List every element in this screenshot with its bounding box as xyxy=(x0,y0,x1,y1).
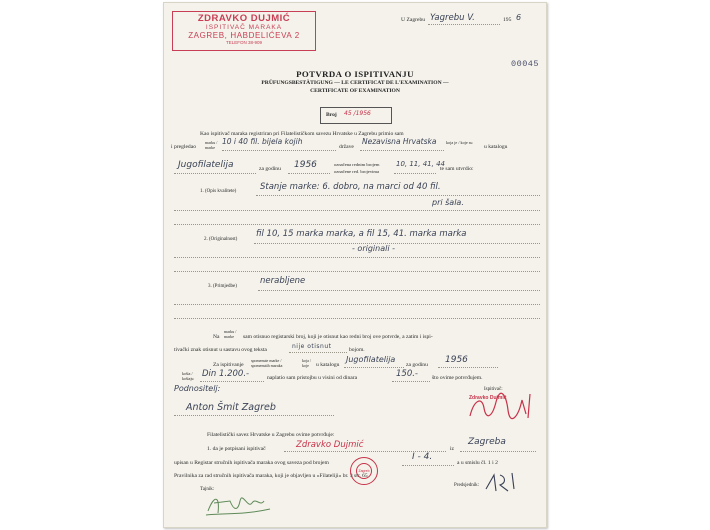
catalog-year-line xyxy=(288,173,330,174)
originality-handwritten-2: - originali - xyxy=(352,244,395,253)
originality-line-1 xyxy=(254,243,540,244)
koja-options: koja je / koje su xyxy=(446,140,473,145)
quality-line-1 xyxy=(256,195,540,196)
quality-line-3 xyxy=(174,224,540,225)
na-marke-options: marku / marke xyxy=(224,329,237,339)
register-number-line xyxy=(402,465,454,466)
examiner-text: 1. da je potpisani ispitivač xyxy=(207,446,266,452)
year-of-catalog-handwritten: 1956 xyxy=(294,160,317,170)
bojom-text: bojom. xyxy=(349,347,365,353)
za-ispitivanje-options: spomenute marke / spomenutih maraka xyxy=(251,358,283,368)
stamp-line-name: ZDRAVKO DUJMIĆ xyxy=(197,13,291,24)
stamps-handwritten: 10 i 40 fil. bijela kojih xyxy=(222,137,303,146)
originality-label: 2. (Originalnost) xyxy=(204,237,238,242)
utvrdio-text: te sam utvrdio: xyxy=(440,166,474,172)
intro-text: Kao ispitivač maraka registriran pri Filatelističkom savezu Hrvatske u Zagrebu primio sam xyxy=(200,131,404,137)
savez-confirms-text: Filatelistički savez Hrvatske u Zagrebu ovime potvrđuje: xyxy=(207,432,335,438)
year-2-handwritten: 1956 xyxy=(445,355,468,365)
document-title: POTVRDA O ISPITIVANJU xyxy=(296,69,414,79)
seal-center-text: Zagreb xyxy=(356,463,372,479)
catalog-2-line xyxy=(344,367,404,368)
tajnik-label: Tajnik: xyxy=(200,487,215,492)
quality-label: 1. (Opis kvalitete) xyxy=(200,189,237,194)
register-text: upisan u Registar stručnih ispitivača maraka ovog saveza pod brojem xyxy=(174,460,329,466)
certificate-document xyxy=(163,2,547,528)
broj-value: 45 /1956 xyxy=(344,110,371,117)
document-subtitle-1: PRÜFUNGSBESTÄTIGUNG — LE CERTIFICAT DE L'EXAMINATION — xyxy=(261,80,449,86)
za-ispitivanje-text: Za ispitivanje xyxy=(213,362,244,368)
secretary-signature xyxy=(204,489,274,519)
remarks-line-1 xyxy=(258,290,540,291)
mark-color-line xyxy=(289,352,347,353)
quality-handwritten-1: Stanje marke: 6. dobro, na marci od 40 fil. xyxy=(260,182,441,192)
remarks-line-2 xyxy=(174,304,540,305)
examiner-name-handwritten: Zdravko Dujmić xyxy=(296,440,364,450)
drzave-label: države xyxy=(339,144,354,150)
certificate-number-box xyxy=(320,107,392,124)
examiner-city-handwritten: Zagreba xyxy=(468,437,506,447)
fee-text: naplatio sam pristojbu u visini od dinara xyxy=(267,375,358,381)
mark-text: tivački znak otisnut u sastavu ovog teksta xyxy=(174,347,267,353)
savez-seal xyxy=(350,457,378,485)
examiner-address-stamp xyxy=(172,11,316,51)
stamp-line-address: ZAGREB, HABDELIĆEVA 2 xyxy=(188,31,300,40)
kosta-options: košta / koštaju xyxy=(182,371,194,381)
originality-line-3 xyxy=(174,271,540,272)
price-handwritten: Din 1.200.- xyxy=(202,369,250,379)
document-subtitle-2: CERTIFICATE OF EXAMINATION xyxy=(310,88,400,94)
serial-number: 00045 xyxy=(511,59,540,69)
podnositelj-label: Podnositelj: xyxy=(174,384,221,393)
pregledao-text: i pregledao xyxy=(171,144,197,150)
date-handwritten: Yagrebu V. xyxy=(430,13,475,23)
stamp-line-phone: TELEFON 38-909 xyxy=(225,40,262,45)
quality-handwritten-2: pri šala. xyxy=(432,198,464,207)
za-godinu-2-label: za godinu xyxy=(406,362,428,368)
stamp-line-title: ISPITIVAČ MARAKA xyxy=(205,23,283,31)
remarks-label: 3. (Primjedbe) xyxy=(208,284,237,289)
place-label: U Zagrebu xyxy=(401,17,426,23)
country-handwritten: Nezavisna Hrvatska xyxy=(362,137,437,146)
mark-color-handwritten: nije otisnut xyxy=(292,343,332,350)
fee-line xyxy=(392,381,430,382)
stamps-line xyxy=(222,150,336,151)
podnositelj-line xyxy=(174,415,334,416)
fee-handwritten: 150.- xyxy=(396,369,418,379)
country-line xyxy=(360,150,444,151)
u-katalogu-label: u katalogu xyxy=(484,144,508,150)
catalog-line xyxy=(174,173,256,174)
confirm-text: što ovime potvrđujem. xyxy=(432,375,483,381)
smislu-text: a u smislu čl. 1 i 2 xyxy=(457,460,498,466)
originality-handwritten-1: fil 10, 15 marka marka, a fil 15, 41. marka marka xyxy=(256,229,467,239)
remarks-handwritten: nerabljene xyxy=(260,276,306,286)
marke-options: marku / marke xyxy=(205,140,218,150)
originality-line-2 xyxy=(174,257,540,258)
register-number-handwritten: I - 4. xyxy=(412,452,433,462)
catalog-numbers-handwritten: 10, 11, 41, 44 xyxy=(396,160,445,168)
oznacene-label: označene red. brojevima xyxy=(334,169,380,174)
date-line xyxy=(428,24,500,25)
broj-label: Broj xyxy=(326,112,337,118)
iz-text: iz xyxy=(450,446,455,452)
podnositelj-handwritten: Anton Šmit Zagreb xyxy=(186,402,276,413)
registration-text: sam otisnuo registarski broj, koji je otisnut kao redni broj ove potvrde, a zatim i ispi- xyxy=(243,334,433,340)
year-2-line xyxy=(438,367,498,368)
na-text: Na xyxy=(213,334,220,340)
catalog-2-handwritten: Jugofilatelija xyxy=(346,355,396,364)
koja-koje-options: koja / koje xyxy=(302,358,311,368)
predsjednik-label: Predsjednik: xyxy=(454,483,479,488)
price-line xyxy=(200,381,264,382)
za-godinu-label: za godinu xyxy=(259,166,281,172)
oznacena-label: označena rednim brojem xyxy=(334,162,380,167)
examiner-city-line xyxy=(460,451,536,452)
numbers-line xyxy=(394,173,436,174)
ispitivac-stamp: Zdravko Dujmić xyxy=(469,395,507,401)
quality-line-2 xyxy=(174,210,540,211)
u-katalogu-2-label: u katalogu xyxy=(316,362,340,368)
year-handwritten: 6 xyxy=(516,13,522,22)
pravilnik-text: Pravilnika za rad stručnih ispitivača maraka, koji je objavljen u »Filateliji« br. 3 str. 65 xyxy=(174,473,368,479)
president-signature xyxy=(482,469,522,495)
year-printed: 195 xyxy=(503,17,512,23)
ispitivac-label: Ispitivač: xyxy=(484,387,503,392)
examiner-signature xyxy=(464,388,542,424)
catalog-handwritten: Jugofilatelija xyxy=(178,160,234,170)
remarks-line-3 xyxy=(174,318,540,319)
